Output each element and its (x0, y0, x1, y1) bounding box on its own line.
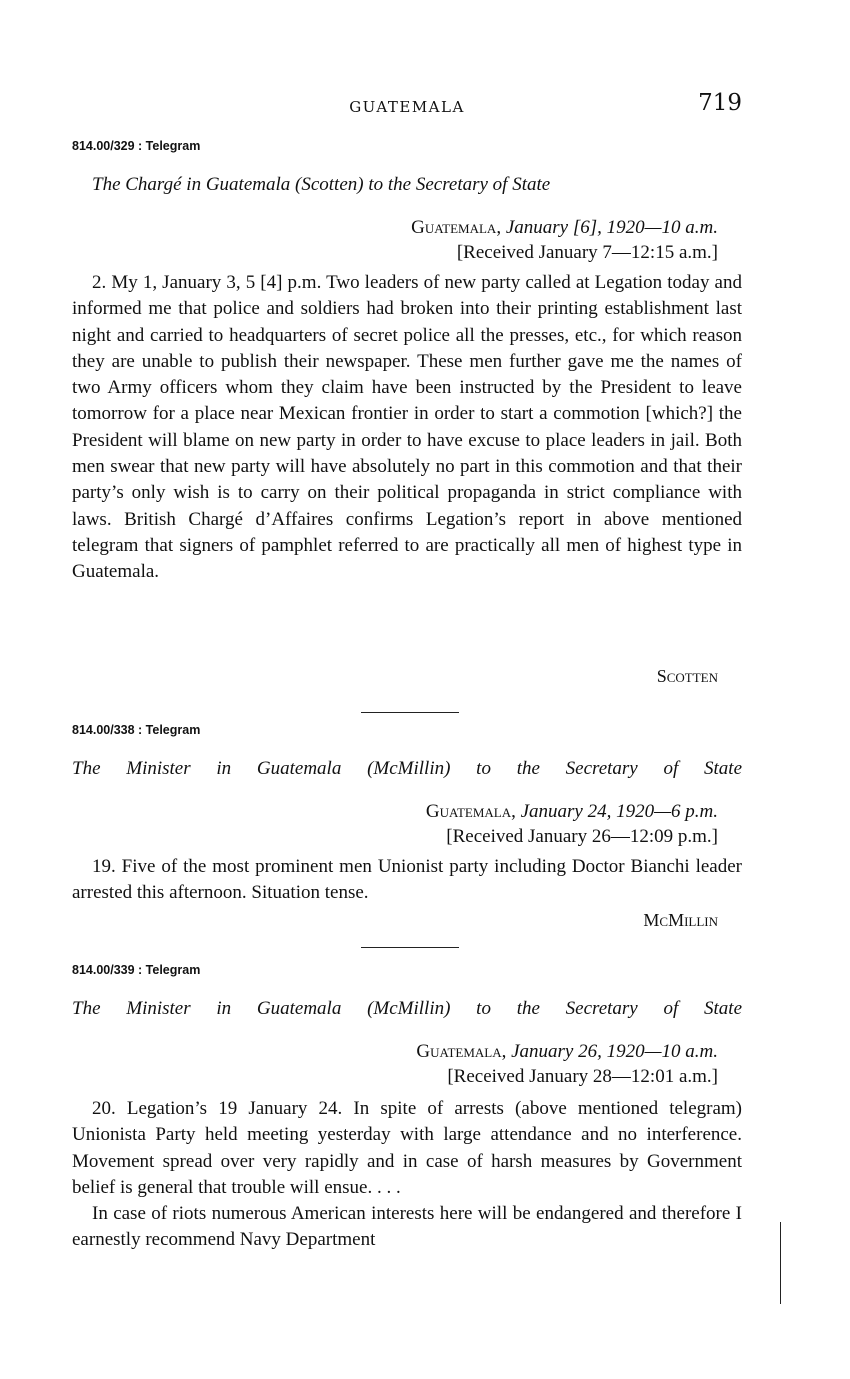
document-heading: The Minister in Guatemala (McMillin) to the Secretary of State (72, 758, 742, 779)
received-note: [Received January 26—12:09 p.m.] (446, 826, 718, 847)
dateline-date: January 24, 1920—6 p.m. (520, 801, 718, 822)
dateline-place: Guatemala, (416, 1041, 507, 1062)
section-divider (361, 712, 459, 713)
dateline-date: January [6], 1920—10 a.m. (505, 217, 718, 238)
telegram-body (72, 854, 742, 907)
running-head (72, 92, 742, 120)
paragraph: 20. Legation’s 19 January 24. In spite of arrests (above mentioned telegram) Unionista Party held meeting yesterday with large attendance and no interference. Movement spread over very rapidly and in case of harsh measures by Government belief is general that trouble will ensue. . . . (72, 1098, 742, 1198)
margin-mark (780, 1222, 781, 1304)
section-divider (361, 947, 459, 948)
paragraph: 2. My 1, January 3, 5 [4] p.m. Two leaders of new party called at Legation today and informed me that police and soldiers had broken into their printing establishment last night and carried to headquarters of secret police all the presses, etc., for which reason they are unable to publish their newspaper. These men further gave me the names of two Army officers whom they claim have been instructed by the President to leave tomorrow for a place near Mexican frontier in order to start a commotion [which?] the President will blame on new party in order to have excuse to place leaders in jail. Both men swear that new party will have absolutely no part in this commotion and that their party’s only wish is to carry on their political propaganda in strict compliance with laws. British Chargé d’Affaires confirms Legation’s report in above mentioned telegram that signers of pamphlet referred to are practically all men of highest type in Guatemala. (72, 272, 742, 583)
running-title: GUATEMALA (349, 98, 465, 116)
dateline-place: Guatemala, (411, 217, 502, 238)
received-note: [Received January 28—12:01 a.m.] (447, 1066, 718, 1087)
dateline-place: Guatemala, (425, 801, 516, 822)
received-note: [Received January 7—12:15 a.m.] (456, 242, 718, 263)
document-heading: The Minister in Guatemala (McMillin) to the Secretary of State (72, 998, 742, 1019)
document-heading: The Chargé in Guatemala (Scotten) to the Secretary of State (92, 174, 551, 195)
paragraph: In case of riots numerous American interests here will be endangered and therefore I earnestly recommend Navy Department (72, 1203, 742, 1251)
dateline (426, 801, 718, 823)
signature: Scotten (656, 666, 718, 686)
telegram-body (72, 270, 742, 586)
telegram-body (72, 1096, 742, 1254)
dateline (411, 217, 718, 239)
dateline-date: January 26, 1920—10 a.m. (511, 1041, 718, 1062)
signature: McMillin (643, 910, 718, 930)
file-id: 814.00/329 : Telegram (72, 139, 201, 153)
file-id: 814.00/339 : Telegram (72, 963, 201, 977)
paragraph: 19. Five of the most prominent men Unionist party including Doctor Bianchi leader arrested this afternoon. Situation tense. (72, 856, 742, 904)
file-id: 814.00/338 : Telegram (72, 723, 201, 737)
page-number: 719 (698, 90, 742, 116)
dateline (416, 1041, 718, 1063)
document-page (72, 0, 742, 1379)
